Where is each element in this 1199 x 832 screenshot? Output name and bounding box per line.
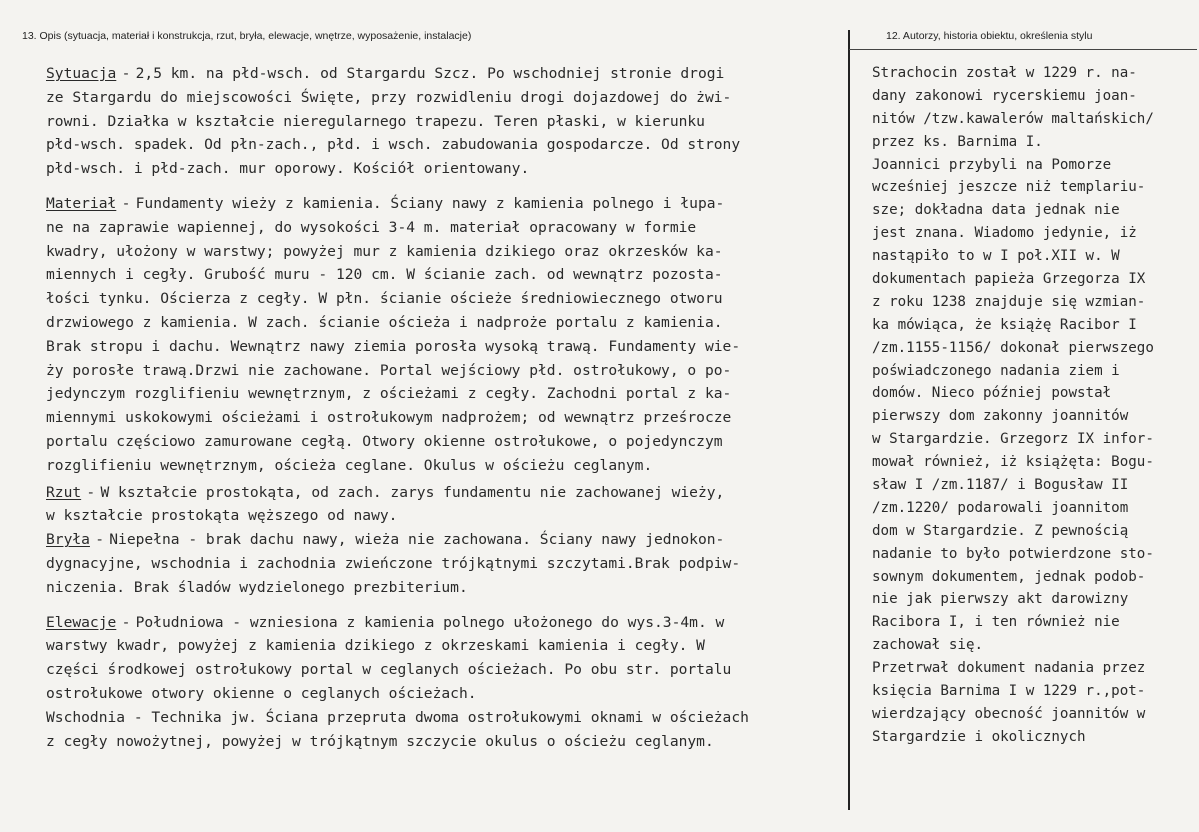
text-line: sze; dokładna data jednak nie (872, 202, 1120, 219)
header-description: 13. Opis (sytuacja, materiał i konstrukcja, rzut, bryła, elewacje, wnętrze, wyposażenie, instalacje) (22, 30, 472, 42)
text-line: dany zakonowi rycerskiemu joan- (872, 87, 1137, 104)
text-line: nitów /tzw.kawalerów maltańskich/ (872, 110, 1154, 127)
column-divider (848, 30, 850, 810)
section-label: Materiał (46, 194, 117, 212)
text-line: nastąpiło to w I poł.XII w. W (872, 248, 1120, 265)
text-line: rowni. Działka w kształcie nieregularnego trapezu. Teren płaski, w kierunku (46, 112, 705, 130)
text-line: drzwiowego z kamienia. W zach. ścianie ościeża i nadproże portalu z kamienia. (46, 313, 723, 331)
text-line: mował również, iż książęta: Bogu- (872, 454, 1154, 471)
label-separator: - (121, 65, 131, 82)
text-line: wcześniej jeszcze niż templariu- (872, 179, 1146, 196)
text-line: części środkowej ostrołukowy portal w ceglanych ościeżach. Po obu str. portalu (46, 661, 732, 679)
label-separator: - (121, 613, 131, 631)
text-line: Elewacje - Południowa - wzniesiona z kamienia polnego ułożonego do wys.3-4m. w (46, 613, 725, 631)
history-column (872, 62, 1198, 749)
text-line: ka mówiąca, że książę Racibor I (872, 316, 1137, 333)
description-column (46, 62, 846, 753)
text-line: nie jak pierwszy akt darowizny (872, 591, 1129, 608)
label-separator: - (121, 194, 131, 212)
text-line: miennych i cegły. Grubość muru - 120 cm. W ścianie zach. od wewnątrz pozosta- (46, 266, 723, 284)
text-line: dygnacyjne, wschodnia i zachodnia zwieńczone trójkątnymi szczytami.Brak podpiw- (46, 554, 741, 572)
text-line: Materiał - Fundamenty wieży z kamienia. Ściany nawy z kamienia polnego i łupa- (46, 194, 725, 212)
text-line: Brak stropu i dachu. Wewnątrz nawy ziemia porosła wysoką trawą. Fundamenty wie- (46, 337, 741, 355)
text-line: ne na zaprawie wapiennej, do wysokości 3-4 m. materiał opracowany w formie (46, 218, 697, 236)
text-line: w Stargardzie. Grzegorz IX infor- (872, 431, 1154, 448)
text-line: sław I /zm.1187/ i Bogusław II (872, 477, 1129, 494)
text-line: niczenia. Brak śladów wydzielonego prezbiterium. (46, 578, 468, 596)
text-line: jedynczym rozglifieniu wewnętrznym, z ościeżami z cegły. Zachodni portal z ka- (46, 385, 732, 403)
label-separator: - (95, 531, 104, 549)
text-line: rozglifieniu wewnętrznym, ościeża ceglane. Okulus w ościeżu ceglanym. (46, 456, 653, 474)
section-material (46, 192, 846, 478)
text-line: pierwszy dom zakonny joannitów (872, 408, 1129, 425)
section-label: Rzut (46, 483, 82, 501)
header-rule (849, 49, 1197, 50)
text-line: domów. Nieco później powstał (872, 385, 1112, 402)
section-rzut (46, 481, 846, 529)
label-separator: - (86, 483, 96, 501)
text-line: poświadczonego nadania ziem i (872, 362, 1120, 379)
text-line: nadanie to było potwierdzone sto- (872, 545, 1154, 562)
text-line: w kształcie prostokąta węższego od nawy. (46, 507, 398, 525)
text-line: jest znana. Wiadomo jedynie, iż (872, 225, 1137, 242)
text-line: łości tynku. Ościerza z cegły. W płn. ścianie ościeże średniowiecznego otworu (46, 290, 723, 308)
text-line: z cegły nowożytnej, powyżej w trójkątnym szczycie okulus o ościeżu ceglanym. (46, 732, 714, 750)
text-line: Wschodnia - Technika jw. Ściana przepruta dwoma ostrołukowymi oknami w ościeżach (46, 708, 749, 726)
text-line: Joannici przybyli na Pomorze (872, 156, 1112, 173)
text-line: płd-wsch. i płd-zach. mur oporowy. Kościół orientowany. (46, 160, 530, 178)
text-line: wierdzający obecność joannitów w (872, 705, 1146, 722)
text-line: dom w Stargardzie. Z pewnością (872, 522, 1129, 539)
text-line: warstwy kwadr, powyżej z kamienia dzikiego z okrzeskami kamienia i cegły. W (46, 637, 705, 655)
text-line: kwadry, ułożony w warstwy; powyżej mur z kamienia dzikiego oraz okrzesków ka- (46, 242, 723, 260)
text-line: Bryła - Niepełna - brak dachu nawy, wieża nie zachowana. Ściany nawy jednokon- (46, 531, 725, 549)
section-bryla (46, 528, 846, 599)
text-line: Przetrwał dokument nadania przez (872, 660, 1146, 677)
text-line: ostrołukowe otwory okienne o ceglanych ościeżach. (46, 684, 477, 702)
section-label: Sytuacja (46, 65, 117, 82)
section-label: Elewacje (46, 613, 117, 631)
section-label: Bryła (46, 531, 90, 549)
text-line: z roku 1238 znajduje się wzmian- (872, 293, 1146, 310)
text-line: przez ks. Barnima I. (872, 133, 1043, 150)
text-line: sownym dokumentem, jednak podob- (872, 568, 1146, 585)
text-line: /zm.1155-1156/ dokonał pierwszego (872, 339, 1154, 356)
text-line: płd-wsch. spadek. Od płn-zach., płd. i wsch. zabudowania gospodarcze. Od strony (46, 136, 741, 154)
text-line: Stargardzie i okolicznych (872, 728, 1086, 745)
text-line: zachował się. (872, 637, 984, 654)
header-history: 12. Autorzy, historia obiektu, określenia stylu (886, 30, 1093, 42)
section-sytuacja (46, 62, 846, 181)
text-line: miennymi uskokowymi ościeżami i ostrołukowym nadprożem; od wewnątrz prześrocze (46, 409, 732, 427)
section-elewacje (46, 611, 846, 754)
text-line: Racibora I, i ten również nie (872, 614, 1120, 631)
text-line: dokumentach papieża Grzegorza IX (872, 271, 1146, 288)
text-line: Rzut - W kształcie prostokąta, od zach. zarys fundamentu nie zachowanej wieży, (46, 483, 725, 501)
text-line: ze Stargardu do miejscowości Święte, przy rozwidleniu drogi dojazdowej do żwi- (46, 88, 732, 106)
text-line: księcia Barnima I w 1229 r.,pot- (872, 683, 1146, 700)
text-line: Sytuacja - 2,5 km. na płd-wsch. od Stargardu Szcz. Po wschodniej stronie drogi (46, 65, 725, 82)
text-line: Strachocin został w 1229 r. na- (872, 65, 1137, 81)
text-line: ży porosłe trawą.Drzwi nie zachowane. Portal wejściowy płd. ostrołukowy, o po- (46, 361, 732, 379)
text-line: /zm.1220/ podarowali joannitom (872, 499, 1129, 516)
text-line: portalu częściowo zamurowane cegłą. Otwory okienne ostrołukowe, o pojedynczym (46, 432, 723, 450)
